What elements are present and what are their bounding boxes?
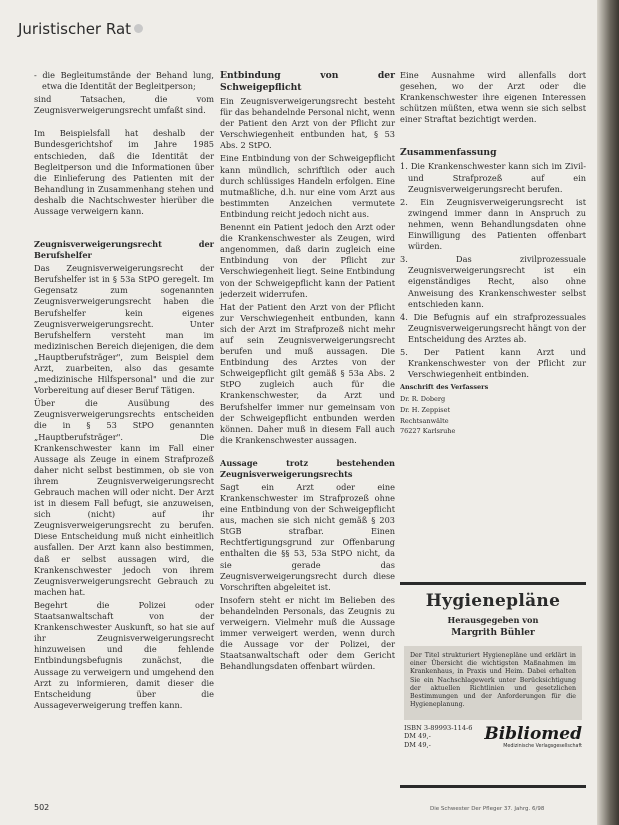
paragraph: Benennt ein Patient jedoch den Arzt oder die Krankenschwester als Zeugen, wird angenommen, daß darin zugleich eine Entbindung von der Pflicht zur Verschwiegenheit liegt. Seine Entbindung von der Schweigepflicht kann der Patient jederzeit widerrufen. bbox=[220, 222, 395, 299]
ad-subtitle: Herausgegeben von bbox=[447, 615, 539, 625]
paragraph: Hat der Patient den Arzt von der Pflicht zur Verschwiegenheit entbunden, kann sich der Arzt im Strafprozeß nicht mehr auf sein Zeugnisverweigerungsrecht berufen und muß aussagen. Die Entbindung des Arztes von der Schweigepflicht gilt gemäß § 53a Abs. 2 StPO zugleich auch für die Krankenschwester, da Arzt und Berufshelfer immer nur gemeinsam von der Schweigepflicht entbunden werden können. Daher muß in diesem Fall auch die Krankenschwester aussagen. bbox=[220, 301, 395, 445]
ad-price-block bbox=[404, 724, 472, 749]
logo-subtext: Medizinische Verlagsgesellschaft bbox=[503, 744, 582, 750]
section-heading: Aussage trotz bestehenden Zeugnisverweigerungsrechts bbox=[220, 457, 395, 479]
paragraph: Insofern steht er nicht im Belieben des behandelnden Personals, das Zeugnis zu verweigern. Vielmehr muß die Aussage immer verweigert werden, wenn durch die Aussage vor der Polizei, der Staatsanwaltschaft oder dem Gericht Behandlungsdaten offenbart würden. bbox=[220, 594, 395, 672]
paragraph: Eine Ausnahme wird allenfalls dort gesehen, wo der Arzt oder die Krankenschwester ihre eigenen Interessen schützen müßten, etwa wenn sie sich selbst einer Straftat bezichtigt werden. bbox=[400, 70, 586, 125]
logo-text: Bibliomed bbox=[484, 724, 582, 745]
price-line: DM 49,- bbox=[404, 732, 431, 741]
summary-item: 4. Die Befugnis auf ein strafprozessuales Zeugnisverweigerungsrecht hängt von der Entscheidung des Arztes ab. bbox=[400, 311, 586, 344]
summary-item: 5. Der Patient kann Arzt und Krankenschwester von der Pflicht zur Verschwiegenheit entbinden. bbox=[400, 346, 586, 380]
book-advertisement bbox=[400, 582, 586, 788]
paragraph: Eine Entbindung von der Schweigepflicht kann mündlich, schriftlich oder auch durch schlüssiges Handeln erfolgen. Eine mutmaßliche, d.h. nur eine vom Arzt aus bestimmten Anzeichen vermutete Entbindung reicht jedoch nicht aus. bbox=[220, 153, 395, 219]
address-line: 76227 Karlsruhe bbox=[400, 427, 456, 436]
ad-author: Margrith Bühler bbox=[451, 628, 535, 638]
header-dot-icon bbox=[134, 24, 143, 33]
paragraph: Im Beispielsfall hat deshalb der Bundesgerichtshof im Jahre 1985 entschieden, daß die Identität der Begleitperson und die Informationen über die Einlieferung des Patienten mit der Behandlung in Zusammenhang stehen und deshalb die Nachtschwester hierüber die Aussage verweigern kann. bbox=[34, 128, 214, 217]
section-header bbox=[18, 20, 143, 38]
page-edge-shadow bbox=[597, 0, 619, 825]
price-line: ISBN 3-89993-114-6 bbox=[404, 724, 473, 732]
paragraph: Begehrt die Polizei oder Staatsanwaltschaft von der Krankenschwester Auskunft, so hat sie auf ihr Zeugnisverweigerungsrecht hinzuweisen und die fehlende Entbindungsbefugnis zunächst, die Aussage zu verweigern und umgehend den Arzt zu informieren, damit dieser die Entscheidung über die Aussageverweigerung treffen kann. bbox=[34, 599, 214, 710]
ad-footer bbox=[404, 724, 582, 749]
address-line: Rechtsanwälte bbox=[400, 416, 449, 425]
journal-footer: Die Schwester Der Pfleger 37. Jahrg. 6/98 bbox=[430, 806, 545, 812]
section-heading: Entbindung von der Schweigepflicht bbox=[220, 70, 395, 93]
publisher-logo bbox=[484, 724, 582, 749]
ad-title: Hygienepläne bbox=[425, 591, 561, 611]
paragraph: Sagt ein Arzt oder eine Krankenschwester im Strafprozeß ohne eine Entbindung von der Schweigepflicht aus, machen sie sich nicht gemäß § 203 StGB strafbar. Einen Rechtfertigungsgrund zur Offenbarung enthalten die §§ 53, 53a StPO nicht, da sie gerade das Zeugnisverweigerungsrecht durch diese Vorschriften abgeleitet ist. bbox=[220, 481, 395, 592]
ad-description: Der Titel strukturiert Hygienepläne und erklärt in einer Übersicht die wichtigsten Maßnahmen im Krankenhaus, in Praxis und Heim. Dabei erhalten Sie ein Nachschlagewerk unter Berücksichtigung der aktuellen Richtlinien und gesetzlichen Bestimmungen und der Anforderungen für die Hygieneplanung. bbox=[404, 646, 582, 720]
paragraph: Das Zeugnisverweigerungsrecht der Berufshelfer ist in § 53a StPO geregelt. Im Gegensatz zum sogenannten Zeugnisverweigerungsrecht haben die Berufshelfer kein eigenes Zeugnisverweigerungsrecht. Unter Berufshelfern versteht man im medizinischen Bereich diejenigen, die dem „Hauptberufsträger", zum Beispiel dem Arzt, zuarbeiten, also das gesamte „medizinische Hilfspersonal" und die zur Vorbereitung auf dieser Beruf Tätigen. bbox=[34, 263, 214, 396]
paragraph: Über die Ausübung des Zeugnisverweigerungsrechts entscheiden die in § 53 StPO genannten „Hauptberufsträger". Die Krankenschwester kann im Fall einer Aussage als Zeuge in einem Strafprozeß daher nicht selbst bestimmen, ob sie von ihrem Zeugnisverweigerungsrecht Gebrauch machen will oder nicht. Der Arzt ist in diesem Fall befugt, sie anzuweisen, sich (nicht) auf ihr Zeugnisverweigerungsrecht zu berufen. Diese Entscheidung muß nicht einheitlich ausfallen. Der Arzt kann also bestimmen, daß er selbst aussagen wird, die Krankenschwester jedoch von ihrem Zeugnisverweigerungsrecht Gebrauch zu machen hat. bbox=[34, 398, 214, 597]
summary-item: 2. Ein Zeugnisverweigerungsrecht ist zwingend immer dann in Anspruch zu nehmen, wenn Behandlungsdaten ohne Einwilligung des Patienten offenbart würden. bbox=[400, 196, 586, 252]
page-number: 502 bbox=[34, 803, 50, 812]
summary-item: 3. Das zivilprozessuale Zeugnisverweigerungsrecht ist ein eigenständiges Recht, also ohne Anweisung des Krankenschwester selbst entschieden kann. bbox=[400, 254, 586, 309]
summary-item: 1. Die Krankenschwester kann sich im Zivil- und Strafprozeß auf ein Zeugnisverweigerungsrecht berufen. bbox=[400, 161, 586, 194]
section-header-text: Juristischer Rat bbox=[18, 20, 132, 38]
address-line: Dr. H. Zeppiset bbox=[400, 405, 451, 414]
column-3 bbox=[400, 70, 586, 438]
column-2 bbox=[220, 70, 395, 675]
paragraph: sind Tatsachen, die vom Zeugnisverweigerungsrecht umfaßt sind. bbox=[34, 94, 214, 116]
price-line: DM 49,- bbox=[404, 740, 431, 749]
column-1 bbox=[34, 70, 214, 713]
address-line: Dr. R. Doberg bbox=[400, 395, 446, 404]
paragraph: Ein Zeugnisverweigerungsrecht besteht für das behandelnde Personal nicht, wenn der Patient den Arzt von der Pflicht zur Verschwiegenheit entbunden hat, § 53 Abs. 2 StPO. bbox=[220, 96, 395, 151]
bullet-item: - die Begleitumstände der Behand lung, etwa die Identität der Begleitperson; bbox=[34, 70, 214, 92]
address-heading: Anschrift des Verfassers bbox=[400, 383, 489, 392]
section-heading: Zusammenfassung bbox=[400, 147, 497, 159]
section-heading: Zeugnisverweigerungsrecht der Berufshelfer bbox=[34, 239, 214, 261]
